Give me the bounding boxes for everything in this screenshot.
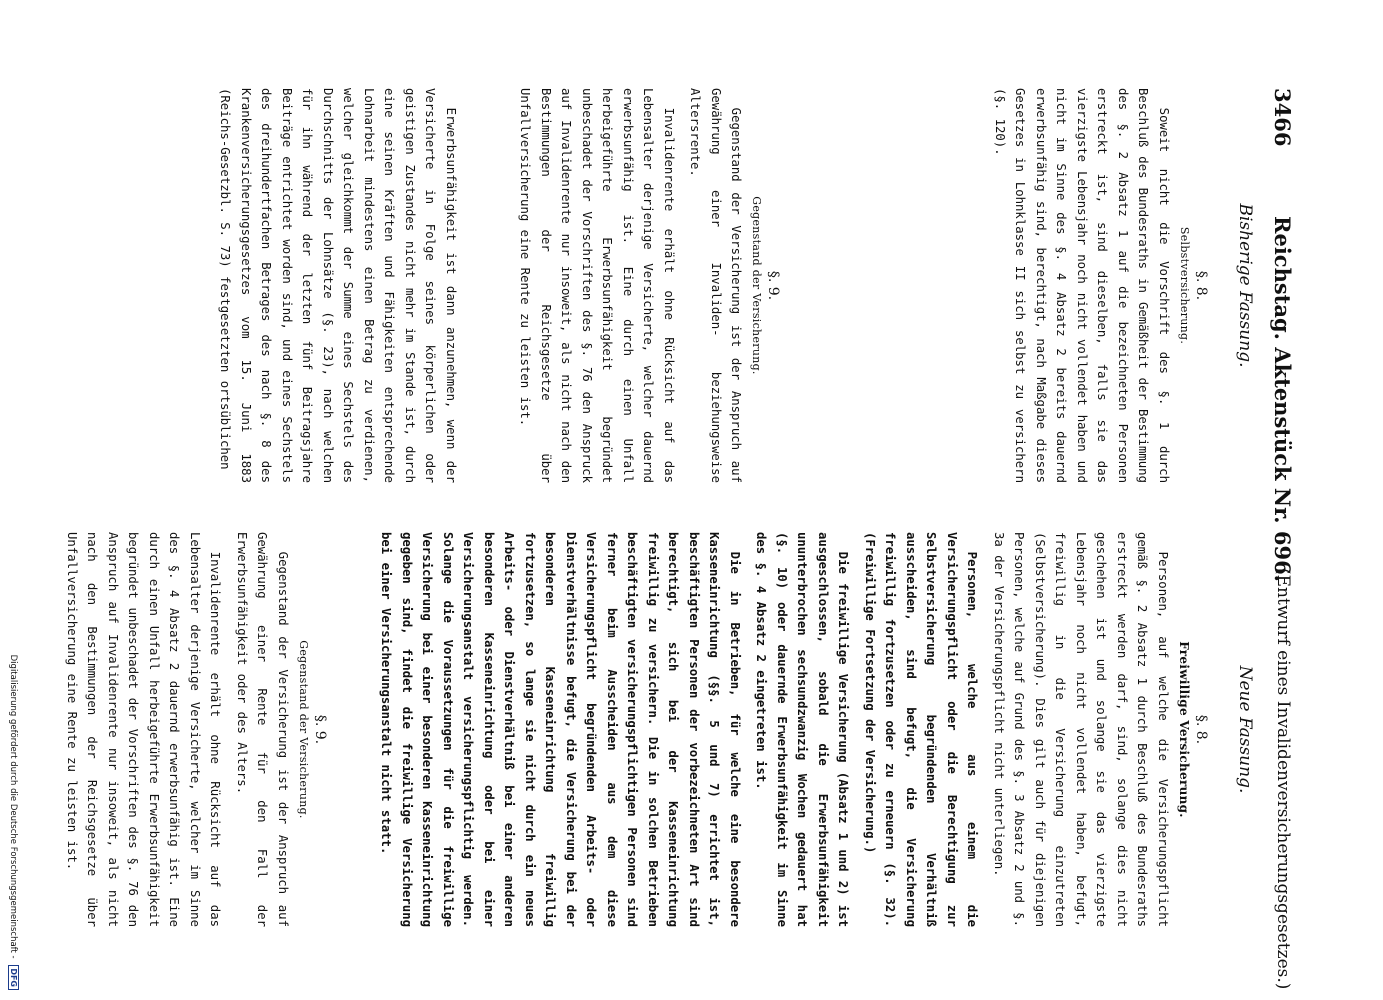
- section-title: Gegenstand der Versicherung.: [750, 196, 764, 375]
- page-header: [1261, 88, 1301, 990]
- running-subtitle: (Entwurf eines Invalidenversicherungsgesetzes.): [1273, 568, 1293, 990]
- column-new-version: [56, 532, 1256, 927]
- digitization-credit: [8, 300, 19, 990]
- running-title: Reichstag. Aktenstück Nr. 696.: [1270, 216, 1295, 582]
- section-title: Gegenstand der Versicherung.: [297, 640, 310, 819]
- section-text: Gegenstand der Versicherung ist der Anspruch auf Gewährung einer Invaliden- beziehungsweise Altersrente.: [688, 88, 744, 483]
- section-text: Erwerbsunfähigkeit ist dann anzunehmen, wenn der Versicherte in Folge seines körperlichen oder geistigen Zustandes nicht mehr im Stande ist, durch eine seinen Kräften und Fähigkeiten entsprechende Lohnarbeit mindestens einen Betrag zu verdienen, welcher gleichkommt der Summe eines Sechstels des Durchschnitts der Lohnsätze (§. 23), nach welchen für ihn während der letzten fünf Beitragsjahre Beiträge entrichtet worden sind, und eines Sechstels des dreihundertfachen Betrages des nach §. 8 des Krankenversicherungsgesetzes vom 15. Juni 1883 (Reichs-Gesetzbl. S. 73) festgesetzten ortsüblichen: [218, 88, 458, 483]
- section-number: §. 9.: [312, 714, 328, 745]
- section-text: Gegenstand der Versicherung ist der Anspruch auf Gewährung einer Rente für den Fall der Erwerbsunfähigkeit oder des Alters.: [235, 532, 290, 927]
- section-title: Freiwillige Versicherung.: [1177, 641, 1191, 818]
- section-text: Invalidenrente erhält ohne Rücksicht auf das Lebensalter derjenige Versicherte, welcher dauernd erwerbsunfähig ist. Eine durch einen Unfall herbeigeführte Erwerbsunfähigkeit begründet unbeschadet der Vorschriften des §. 76 den Anspruck auf Invalidenrente nur insoweit, als nicht nach den Bestimmungen der Reichsgesetze über Unfallversicherung eine Rente zu leisten ist.: [518, 88, 676, 483]
- section-text: Invalidenrente erhält ohne Rücksicht auf das Lebensalter derjenige Versicherte, welcher im Sinne des §. 4 Absatz 2 dauernd erwerbsunfähig ist. Eine durch einen Unfall herbeigeführte Erwerbsunfähigkeit begründet unbeschadet der Vorschriften des §. 76 den Anspruch auf Invalidenrente nur insoweit, als nicht nach den Bestimmungen der Reichsgesetze über Unfallversicherung eine Rente zu leisten ist.: [65, 532, 223, 927]
- section-text: Die freiwillige Versicherung (Absatz 1 und 2) ist ausgeschlossen, sobald die Erwerbsunfähigkeit ununterbrochen sechsundzwanzig Wochen gedauert hat (§. 10) oder dauernde Erwerbsunfähigkeit im Sinne des §. 4 Absatz 2 eingetreten ist.: [754, 532, 851, 927]
- section-text: Personen, auf welche die Versicherungspflicht gemäß §. 2 Absatz 1 durch Beschluß des Bundesraths erstreckt werden darf, sind, solange dies nicht geschehen ist und solange sie das vierzigste Lebensjahr noch nicht vollendet haben, befugt, freiwillig in die Versicherung einzutreten (Selbstversicherung). Dies gilt auch für diejenigen Personen, welche auf Grund des §. 3 Absatz 2 und §. 3a der Versicherungspflicht nicht unterliegen.: [992, 532, 1170, 927]
- section-title: Selbstversicherung.: [1178, 226, 1191, 345]
- dfg-logo: DFG: [8, 965, 19, 990]
- section-text: Personen, welche aus einem die Versicherungspflicht oder die Berechtigung zur Selbstversicherung begründenden Verhältniß ausscheiden, sind befugt, die Versicherung freiwillig fortzusetzen oder zu erneuern (§. 32). (Freiwillige Fortsetzung der Versicherung.): [863, 532, 980, 927]
- section-number: §. 9.: [765, 270, 782, 301]
- credit-text: Digitalisierung gefördert durch die Deutsche Forschungsgemeinschaft -: [8, 654, 18, 959]
- section-number: §. 8.: [1193, 270, 1209, 301]
- section-number: §. 8.: [1193, 714, 1209, 745]
- column-title: Bisherige Fassung.: [1235, 203, 1255, 368]
- column-previous-version: [209, 88, 1255, 483]
- column-title: Neue Fassung.: [1235, 665, 1255, 794]
- page-number: 3466: [1270, 88, 1295, 147]
- section-text: Soweit nicht die Vorschrift des §. 1 durch Beschluß des Bundesraths in Gemäßheit der Bestimmung des §. 2 Absatz 1 auf die bezeichneten Personen erstreckt ist, sind dieselben, falls sie das vierzigste Lebensjahr noch nicht vollendet haben und nicht im Sinne des §. 4 Absatz 2 bereits dauernd erwerbsunfähig sind, berechtigt, nach Maßgabe dieses Gesetzes in Lohnklasse II sich selbst zu versichern (§. 120).: [993, 88, 1171, 483]
- section-text: Die in Betrieben, für welche eine besondere Kasseneinrichtung (§§. 5 und 7) errichtet ist, beschäftigten Personen der vorbezeichneten Art sind berechtigt, sich bei der Kasseneinrichtung freiwillig zu versichern. Die in solchen Betrieben beschäftigten versicherungspflichtigen Personen sind ferner beim Ausscheiden aus dem diese Versicherungspflicht begründenden Arbeits- oder Dienstverhältnisse befugt, die Versicherung bei der besonderen Kasseneinrichtung freiwillig fortzusetzen, so lange sie nicht durch ein neues Arbeits- oder Dienstverhältniß bei einer anderen besonderen Kasseneinrichtung oder bei einer Versicherungsanstalt versicherungspflichtig werden. Solange die Voraussetzungen für die freiwillige Versicherung bei einer besonderen Kasseneinrichtung gegeben sind, findet die freiwillige Versicherung bei einer Versicherungsanstalt nicht statt.: [379, 532, 742, 927]
